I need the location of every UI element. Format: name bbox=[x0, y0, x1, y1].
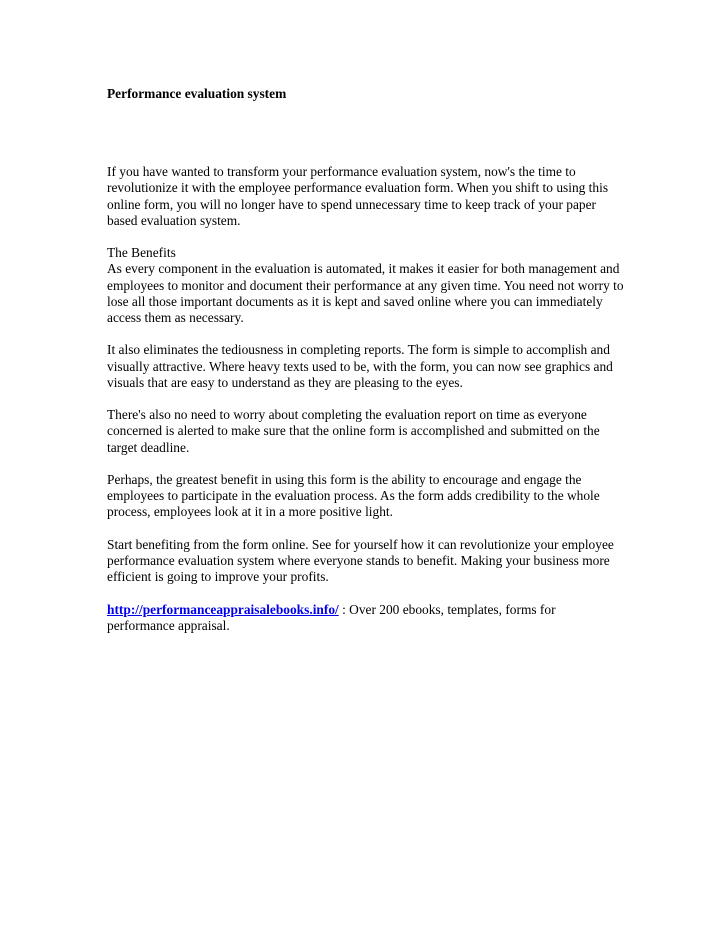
footer-description: : Over 200 ebooks, templates, forms for performance appraisal. bbox=[107, 601, 556, 633]
tediousness-paragraph: It also eliminates the tediousness in completing reports. The form is simple to accomplish and visually attractive. Where heavy texts used to be, with the form, you can now see graphics and visuals that are easy to understand as they are pleasing to the eyes. bbox=[107, 342, 613, 390]
intro-paragraph: If you have wanted to transform your performance evaluation system, now's the time to revolutionize it with the employee performance evaluation form. When you shift to using this online form, you will no longer have to spend unnecessary time to keep track of your paper based evaluation system. bbox=[107, 164, 609, 228]
benefits-heading: The Benefits bbox=[107, 245, 176, 261]
document-body bbox=[107, 164, 625, 585]
benefits-section bbox=[107, 245, 625, 326]
document-page bbox=[107, 86, 625, 650]
profits-paragraph: Start benefiting from the form online. See for yourself how it can revolutionize your employee performance evaluation system where everyone stands to benefit. Making your business more efficient is going to improve your profits. bbox=[107, 536, 614, 585]
deadline-paragraph: There's also no need to worry about completing the evaluation report on time as everyone concerned is alerted to make sure that the online form is accomplished and submitted on the target deadline. bbox=[107, 407, 600, 455]
ebooks-link[interactable]: http://performanceappraisalebooks.info/ bbox=[107, 601, 339, 617]
benefits-paragraph: As every component in the evaluation is automated, it makes it easier for both management and employees to monitor and document their performance at any given time. You need not worry to lose all those important documents as it is kept and saved online where you can immediately access them as necessary. bbox=[107, 261, 624, 326]
document-title: Performance evaluation system bbox=[107, 86, 287, 101]
footer-note bbox=[107, 602, 625, 634]
engagement-paragraph: Perhaps, the greatest benefit in using this form is the ability to encourage and engage the employees to participate in the evaluation process. As the form adds credibility to the whole process, employees look at it in a more positive light. bbox=[107, 472, 600, 520]
